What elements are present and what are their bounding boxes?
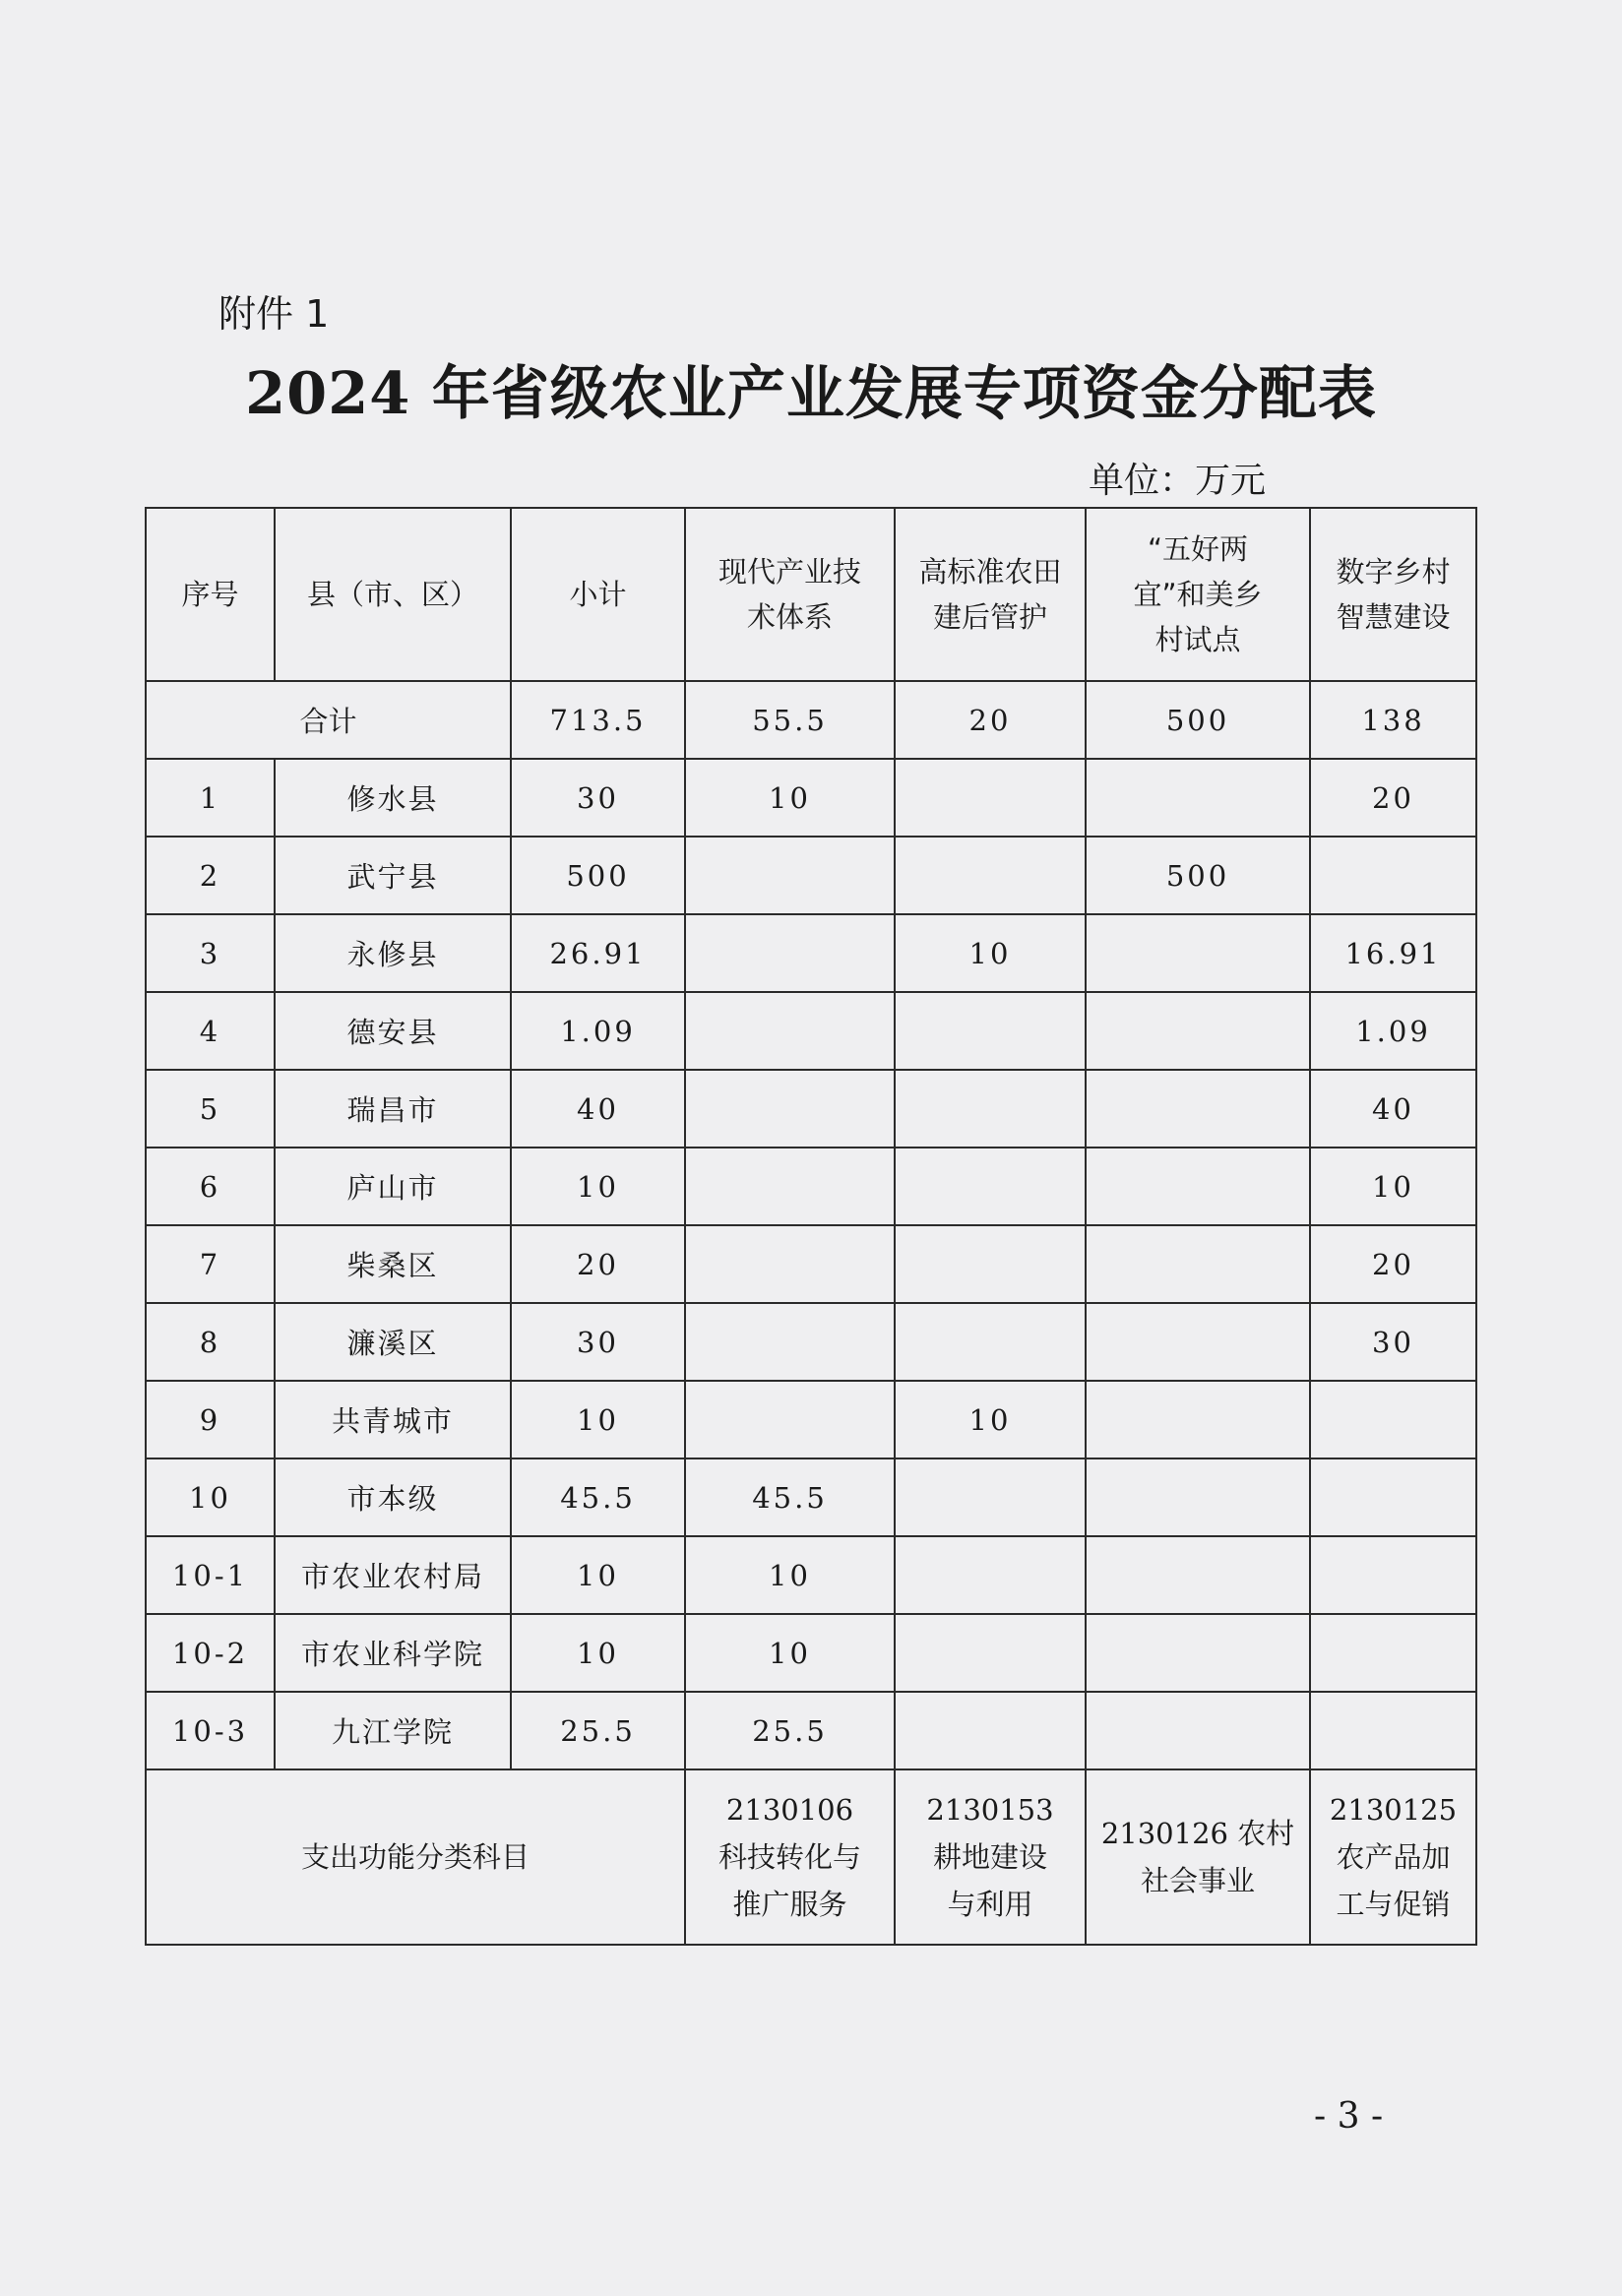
cell-farmland (895, 1458, 1086, 1536)
cell-village-pilot (1086, 1225, 1310, 1303)
row-number: 9 (146, 1381, 275, 1458)
cell-digital-village (1310, 1458, 1476, 1536)
row-number: 6 (146, 1148, 275, 1225)
cell-farmland (895, 837, 1086, 914)
row-number: 3 (146, 914, 275, 992)
cell-subtotal: 30 (511, 759, 685, 837)
cell-subtotal: 45.5 (511, 1458, 685, 1536)
table-row (146, 1303, 1476, 1381)
row-number: 8 (146, 1303, 275, 1381)
expenditure-code-farmland: 2130153 耕地建设与利用 (895, 1769, 1086, 1945)
county-name: 共青城市 (275, 1381, 511, 1458)
county-name: 修水县 (275, 759, 511, 837)
cell-tech-system: 25.5 (685, 1692, 895, 1769)
header-cell-subtotal: 小计 (511, 508, 685, 681)
cell-tech-system: 10 (685, 1614, 895, 1692)
county-name: 九江学院 (275, 1692, 511, 1769)
cell-farmland (895, 1225, 1086, 1303)
header-cell-no: 序号 (146, 508, 275, 681)
cell-subtotal: 10 (511, 1381, 685, 1458)
cell-village-pilot (1086, 1070, 1310, 1148)
cell-tech-system (685, 1303, 895, 1381)
row-number: 10-2 (146, 1614, 275, 1692)
table-row (146, 1381, 1476, 1458)
table-row (146, 759, 1476, 837)
row-number: 10-1 (146, 1536, 275, 1614)
cell-farmland (895, 1692, 1086, 1769)
footer-row (146, 1769, 1476, 1945)
county-name: 瑞昌市 (275, 1070, 511, 1148)
cell-digital-village (1310, 1692, 1476, 1769)
cell-tech-system (685, 837, 895, 914)
total-village-pilot: 500 (1086, 681, 1310, 759)
cell-subtotal: 10 (511, 1148, 685, 1225)
cell-subtotal: 500 (511, 837, 685, 914)
cell-tech-system (685, 1381, 895, 1458)
county-name: 柴桑区 (275, 1225, 511, 1303)
cell-digital-village: 20 (1310, 1225, 1476, 1303)
cell-village-pilot (1086, 992, 1310, 1070)
cell-village-pilot (1086, 1303, 1310, 1381)
county-name: 庐山市 (275, 1148, 511, 1225)
table-row (146, 1148, 1476, 1225)
cell-subtotal: 1.09 (511, 992, 685, 1070)
cell-digital-village: 16.91 (1310, 914, 1476, 992)
cell-subtotal: 20 (511, 1225, 685, 1303)
table-row (146, 1614, 1476, 1692)
total-row (146, 681, 1476, 759)
cell-subtotal: 25.5 (511, 1692, 685, 1769)
cell-farmland (895, 759, 1086, 837)
cell-village-pilot (1086, 1458, 1310, 1536)
table-row (146, 1536, 1476, 1614)
header-cell-farmland: 高标准农田建后管护 (895, 508, 1086, 681)
county-name: 市本级 (275, 1458, 511, 1536)
cell-village-pilot (1086, 1536, 1310, 1614)
cell-village-pilot (1086, 1148, 1310, 1225)
cell-digital-village: 20 (1310, 759, 1476, 837)
cell-farmland: 10 (895, 914, 1086, 992)
cell-digital-village (1310, 1614, 1476, 1692)
total-subtotal: 713.5 (511, 681, 685, 759)
unit-label: 单位：万元 (1089, 461, 1267, 501)
cell-tech-system (685, 914, 895, 992)
cell-tech-system: 45.5 (685, 1458, 895, 1536)
county-name: 濂溪区 (275, 1303, 511, 1381)
cell-digital-village: 30 (1310, 1303, 1476, 1381)
table-row (146, 914, 1476, 992)
cell-digital-village (1310, 1536, 1476, 1614)
cell-village-pilot (1086, 1614, 1310, 1692)
cell-tech-system: 10 (685, 1536, 895, 1614)
total-label: 合计 (146, 681, 511, 759)
cell-tech-system (685, 1225, 895, 1303)
county-name: 市农业农村局 (275, 1536, 511, 1614)
cell-farmland (895, 992, 1086, 1070)
cell-digital-village: 40 (1310, 1070, 1476, 1148)
expenditure-code-tech-system: 2130106 科技转化与推广服务 (685, 1769, 895, 1945)
row-number: 7 (146, 1225, 275, 1303)
cell-village-pilot (1086, 759, 1310, 837)
cell-tech-system (685, 1148, 895, 1225)
cell-subtotal: 40 (511, 1070, 685, 1148)
cell-tech-system (685, 992, 895, 1070)
total-tech-system: 55.5 (685, 681, 895, 759)
page-number: - 3 - (1314, 2096, 1384, 2137)
cell-farmland (895, 1070, 1086, 1148)
header-row (146, 508, 1476, 681)
cell-farmland (895, 1303, 1086, 1381)
table-row (146, 1070, 1476, 1148)
county-name: 德安县 (275, 992, 511, 1070)
row-number: 1 (146, 759, 275, 837)
allocation-table (145, 507, 1477, 1946)
row-number: 10 (146, 1458, 275, 1536)
cell-digital-village (1310, 837, 1476, 914)
attachment-label: 附件 1 (218, 292, 330, 336)
table-row (146, 992, 1476, 1070)
table-row (146, 1692, 1476, 1769)
total-digital-village: 138 (1310, 681, 1476, 759)
row-number: 5 (146, 1070, 275, 1148)
cell-farmland (895, 1536, 1086, 1614)
header-cell-county: 县（市、区） (275, 508, 511, 681)
table-row (146, 1225, 1476, 1303)
document-title: 2024 年省级农业产业发展专项资金分配表 (245, 359, 1377, 427)
row-number: 4 (146, 992, 275, 1070)
cell-subtotal: 10 (511, 1614, 685, 1692)
row-number: 10-3 (146, 1692, 275, 1769)
cell-village-pilot: 500 (1086, 837, 1310, 914)
expenditure-code-village-pilot: 2130126 农村社会事业 (1086, 1769, 1310, 1945)
cell-farmland (895, 1148, 1086, 1225)
header-cell-tech-system: 现代产业技术体系 (685, 508, 895, 681)
county-name: 市农业科学院 (275, 1614, 511, 1692)
cell-farmland: 10 (895, 1381, 1086, 1458)
header-cell-digital-village: 数字乡村智慧建设 (1310, 508, 1476, 681)
cell-subtotal: 10 (511, 1536, 685, 1614)
county-name: 武宁县 (275, 837, 511, 914)
expenditure-code-digital-village: 2130125 农产品加工与促销 (1310, 1769, 1476, 1945)
cell-digital-village: 10 (1310, 1148, 1476, 1225)
header-cell-village-pilot: “五好两宜”和美乡村试点 (1086, 508, 1310, 681)
total-farmland: 20 (895, 681, 1086, 759)
cell-farmland (895, 1614, 1086, 1692)
cell-village-pilot (1086, 914, 1310, 992)
cell-tech-system: 10 (685, 759, 895, 837)
cell-tech-system (685, 1070, 895, 1148)
cell-digital-village (1310, 1381, 1476, 1458)
table-row (146, 1458, 1476, 1536)
row-number: 2 (146, 837, 275, 914)
cell-subtotal: 26.91 (511, 914, 685, 992)
cell-village-pilot (1086, 1381, 1310, 1458)
cell-digital-village: 1.09 (1310, 992, 1476, 1070)
cell-village-pilot (1086, 1692, 1310, 1769)
cell-subtotal: 30 (511, 1303, 685, 1381)
expenditure-category-label: 支出功能分类科目 (146, 1769, 685, 1945)
county-name: 永修县 (275, 914, 511, 992)
table-row (146, 837, 1476, 914)
